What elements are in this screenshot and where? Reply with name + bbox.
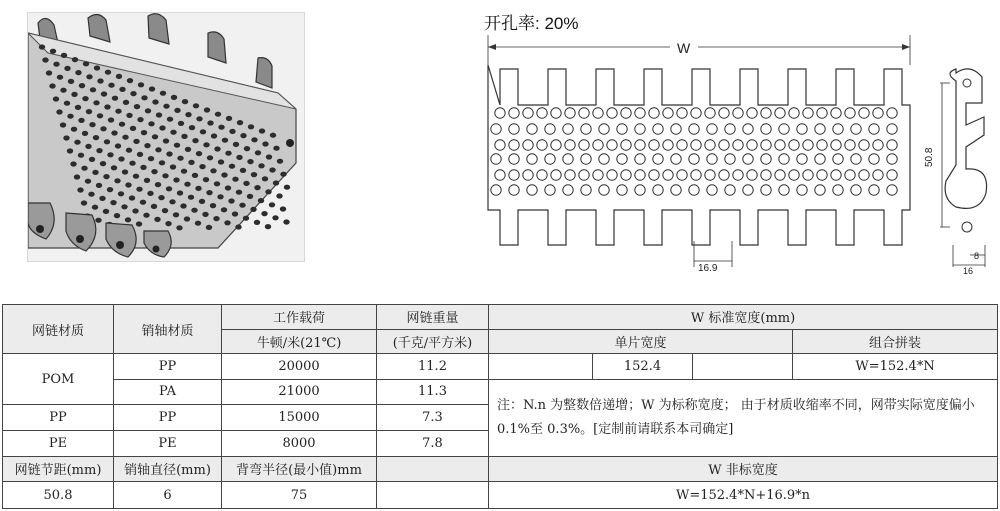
belt-hole — [118, 191, 124, 196]
belt-hole — [144, 178, 150, 183]
belt-hole — [108, 117, 114, 122]
belt-hole — [170, 130, 176, 135]
belt-hole — [254, 185, 260, 190]
belt-hole — [148, 156, 154, 161]
cell-material: PP — [3, 405, 114, 431]
belt-hole — [215, 112, 221, 117]
belt-hole — [181, 134, 187, 139]
belt-hole — [107, 152, 113, 157]
belt-hole — [261, 211, 267, 216]
belt-hole — [127, 78, 133, 83]
belt-hole — [192, 173, 198, 178]
belt-hole — [258, 198, 264, 203]
belt-hole — [170, 164, 176, 169]
belt-hole — [192, 138, 198, 143]
belt-hole — [254, 220, 260, 225]
header-pitch: 网链节距(mm) — [3, 456, 114, 482]
belt-hole — [210, 203, 216, 208]
belt-hole — [141, 130, 147, 135]
belt-hole — [108, 83, 114, 88]
side-dimension-b: 16 — [963, 266, 974, 275]
belt-hole — [111, 130, 117, 135]
belt-hole — [218, 159, 224, 164]
belt-hole — [122, 135, 128, 140]
belt-hole — [82, 131, 88, 136]
belt-hole — [265, 189, 271, 194]
belt-hole — [277, 159, 283, 164]
pitch-dimension: 50.8 — [924, 147, 935, 167]
belt-hole — [239, 203, 245, 208]
belt-hole — [199, 164, 205, 169]
belt-hole — [49, 83, 55, 88]
belt-hole — [82, 96, 88, 101]
belt-hole — [243, 181, 249, 186]
belt-hole — [266, 154, 272, 159]
belt-hole — [229, 129, 235, 134]
belt-hole — [85, 144, 91, 149]
belt-hole — [236, 155, 242, 160]
belt-hole — [273, 180, 279, 185]
belt-hole — [53, 62, 59, 67]
belt-hole — [136, 221, 142, 226]
belt-hole — [68, 79, 74, 84]
belt-hole — [259, 128, 265, 133]
cell-pin-diameter: 6 — [114, 482, 222, 509]
belt-hole — [57, 75, 63, 80]
belt-hole — [81, 200, 87, 205]
belt-hole — [243, 216, 249, 221]
belt-hole — [269, 167, 275, 172]
belt-hole — [226, 116, 232, 121]
belt-hole — [152, 99, 158, 104]
belt-hole — [177, 156, 183, 161]
belt-hole — [64, 101, 70, 106]
belt-hole — [237, 120, 243, 125]
belt-hole — [214, 146, 220, 151]
belt-hole — [177, 190, 183, 195]
belt-hole — [207, 155, 213, 160]
belt-hole — [221, 207, 227, 212]
belt-hole — [123, 100, 129, 105]
belt-hole — [151, 169, 157, 174]
cell-nonstandard-formula: W=152.4*N+16.9*n — [489, 482, 998, 509]
cell-load: 8000 — [222, 430, 377, 456]
belt-hole — [269, 202, 275, 207]
belt-hole — [141, 95, 147, 100]
belt-hole — [229, 164, 235, 169]
belt-hole — [125, 182, 131, 187]
belt-hole — [159, 160, 165, 165]
header-load: 工作载荷 — [222, 305, 377, 330]
belt-hole — [174, 108, 180, 113]
belt-hole — [171, 95, 177, 100]
belt-hole — [103, 209, 109, 214]
belt-hole — [136, 187, 142, 192]
belt-hole — [210, 168, 216, 173]
header-standard-width: W 标准宽度(mm) — [489, 305, 998, 330]
belt-hole — [100, 161, 106, 166]
belt-hole — [115, 143, 121, 148]
header-pin-material: 销轴材质 — [114, 305, 222, 354]
belt-hole — [81, 166, 87, 171]
belt-hole — [77, 187, 83, 192]
cell-weight: 7.3 — [377, 405, 489, 431]
belt-hole — [233, 142, 239, 147]
belt-hole — [129, 161, 135, 166]
belt-hole — [116, 74, 122, 79]
belt-hole — [129, 195, 135, 200]
belt-hole — [110, 200, 116, 205]
belt-hole — [162, 173, 168, 178]
belt-hole — [104, 139, 110, 144]
belt-hole — [196, 151, 202, 156]
belt-hole — [114, 178, 120, 183]
belt-hole — [67, 148, 73, 153]
belt-hole — [100, 126, 106, 131]
belt-hole — [162, 208, 168, 213]
belt-hole — [200, 129, 206, 134]
belt-hole — [140, 200, 146, 205]
belt-hole — [86, 109, 92, 114]
belt-hole — [154, 217, 160, 222]
belt-hole — [63, 135, 69, 140]
belt-hole — [97, 113, 103, 118]
belt-hole — [173, 212, 179, 217]
cell-pin: PA — [114, 379, 222, 405]
belt-hole — [165, 221, 171, 226]
belt-hole — [206, 225, 212, 230]
belt-hole — [60, 122, 66, 127]
belt-hole — [75, 70, 81, 75]
cell-load: 15000 — [222, 405, 377, 431]
belt-hole — [53, 96, 59, 101]
belt-hole — [126, 148, 132, 153]
belt-hole — [107, 187, 113, 192]
cell-load: 21000 — [222, 379, 377, 405]
belt-hole — [151, 204, 157, 209]
belt-hole — [262, 141, 268, 146]
belt-hole — [122, 169, 128, 174]
header-material: 网链材质 — [3, 305, 114, 354]
belt-hole — [101, 91, 107, 96]
belt-hole — [112, 96, 118, 101]
belt-hole — [236, 190, 242, 195]
belt-hole — [251, 172, 257, 177]
header-bend-radius: 背弯半径(最小值)mm — [222, 456, 377, 482]
belt-hole — [195, 186, 201, 191]
belt-hole — [46, 70, 52, 75]
belt-hole — [90, 87, 96, 92]
belt-hole — [79, 83, 85, 88]
belt-hole — [222, 138, 228, 143]
belt-hole — [247, 159, 253, 164]
belt-hole — [148, 121, 154, 126]
belt-hole — [262, 176, 268, 181]
belt-hole — [276, 193, 282, 198]
belt-hole — [204, 107, 210, 112]
cell-weight: 11.3 — [377, 379, 489, 405]
belt-hole — [270, 133, 276, 138]
belt-hole — [184, 182, 190, 187]
belt-hole — [152, 134, 158, 139]
cell-pin: PE — [114, 430, 222, 456]
belt-hole — [95, 218, 101, 223]
belt-hole — [56, 109, 62, 114]
belt-hole — [74, 174, 80, 179]
belt-hole — [104, 104, 110, 109]
belt-hole — [232, 211, 238, 216]
width-note: 注：N.n 为整数倍递增；W 为标称宽度； 由于材质收缩率不同，网带实际宽度偏小 0.1%至 0.3%。[定制前请联系本司确定] — [489, 379, 998, 456]
cell-weight: 11.2 — [377, 354, 489, 380]
belt-hole — [191, 208, 197, 213]
cell-load: 20000 — [222, 354, 377, 380]
cell-pin: PP — [114, 354, 222, 380]
belt-hole — [130, 91, 136, 96]
belt-hole — [250, 207, 256, 212]
belt-hole — [75, 105, 81, 110]
open-area-label: 开孔率: 20% — [484, 14, 579, 33]
belt-hole — [283, 219, 289, 224]
cell-material: PE — [3, 430, 114, 456]
belt-hole — [144, 143, 150, 148]
belt-hole — [273, 146, 279, 151]
belt-hole — [96, 148, 102, 153]
belt-hole — [182, 99, 188, 104]
belt-hole — [158, 195, 164, 200]
belt-hole — [155, 147, 161, 152]
belt-hole — [39, 44, 45, 49]
belt-hole — [111, 165, 117, 170]
cell-empty — [377, 456, 489, 482]
header-nonstandard-width: W 非标宽度 — [489, 456, 998, 482]
belt-hole — [188, 160, 194, 165]
belt-hole — [130, 126, 136, 131]
header-weight-unit: (千克/平方米) — [377, 329, 489, 354]
belt-hole — [247, 194, 253, 199]
belt-hole — [92, 170, 98, 175]
cell-bend-radius: 75 — [222, 482, 377, 509]
belt-hole — [202, 212, 208, 217]
belt-hole — [181, 169, 187, 174]
product-photo — [27, 12, 305, 262]
belt-hole — [185, 112, 191, 117]
belt-hole — [94, 65, 100, 70]
belt-hole — [173, 177, 179, 182]
belt-hole — [72, 57, 78, 62]
belt-hole — [85, 179, 91, 184]
belt-hole — [125, 217, 131, 222]
belt-hole — [155, 182, 161, 187]
belt-hole — [156, 112, 162, 117]
header-load-unit: 牛顿/米(21℃) — [222, 329, 377, 354]
belt-hole — [118, 156, 124, 161]
belt-hole — [189, 125, 195, 130]
belt-hole — [214, 181, 220, 186]
belt-hole — [121, 204, 127, 209]
belt-hole — [71, 127, 77, 132]
belt-hole — [70, 161, 76, 166]
belt-hole — [119, 122, 125, 127]
belt-hole — [265, 224, 271, 229]
belt-hole — [105, 70, 111, 75]
belt-hole — [126, 113, 132, 118]
belt-hole — [89, 157, 95, 162]
header-single-width: 单片宽度 — [489, 329, 793, 354]
belt-hole — [88, 192, 94, 197]
belt-hole — [96, 183, 102, 188]
belt-hole — [133, 174, 139, 179]
belt-hole — [196, 116, 202, 121]
belt-hole — [193, 103, 199, 108]
belt-hole — [272, 215, 278, 220]
belt-hole — [163, 138, 169, 143]
belt-hole — [74, 140, 80, 145]
belt-hole — [50, 49, 56, 54]
belt-hole — [114, 213, 120, 218]
gap-dimension: 16.9 — [698, 263, 718, 274]
belt-hole — [92, 205, 98, 210]
belt-hole — [280, 172, 286, 177]
belt-hole — [167, 117, 173, 122]
belt-hole — [203, 142, 209, 147]
belt-hole — [225, 151, 231, 156]
belt-hole — [78, 153, 84, 158]
belt-hole — [147, 191, 153, 196]
belt-hole — [140, 165, 146, 170]
belt-hole — [60, 88, 66, 93]
belt-hole — [137, 152, 143, 157]
belt-hole — [232, 177, 238, 182]
belt-hole — [166, 186, 172, 191]
belt-hole — [145, 108, 151, 113]
belt-hole — [221, 172, 227, 177]
belt-hole — [240, 168, 246, 173]
belt-hole — [143, 213, 149, 218]
width-dimension-label: W — [677, 40, 691, 56]
belt-hole — [166, 151, 172, 156]
header-pin-diameter: 销轴直径(mm) — [114, 456, 222, 482]
cell-empty — [377, 482, 489, 509]
belt-hole — [207, 120, 213, 125]
belt-hole — [78, 118, 84, 123]
belt-hole — [280, 206, 286, 211]
cell-single-width: 152.4 — [593, 354, 693, 380]
cell-empty — [693, 354, 793, 380]
belt-hole — [132, 208, 138, 213]
belt-hole — [86, 74, 92, 79]
belt-hole — [188, 195, 194, 200]
belt-hole — [224, 220, 230, 225]
belt-hole — [176, 225, 182, 230]
belt-hole — [251, 137, 257, 142]
belt-hole — [133, 139, 139, 144]
side-dimension-a: 8 — [974, 251, 980, 261]
belt-hole — [218, 125, 224, 130]
belt-hole — [160, 91, 166, 96]
belt-hole — [184, 216, 190, 221]
belt-hole — [93, 100, 99, 105]
belt-hole — [178, 121, 184, 126]
belt-hole — [97, 78, 103, 83]
belt-hole — [284, 185, 290, 190]
belt-hole — [174, 143, 180, 148]
belt-hole — [67, 114, 73, 119]
belt-hole — [225, 185, 231, 190]
belt-hole — [195, 221, 201, 226]
header-combo: 组合拼装 — [793, 329, 998, 354]
spec-table — [2, 304, 998, 509]
cell-empty — [489, 354, 593, 380]
belt-hole — [199, 199, 205, 204]
belt-hole — [103, 174, 109, 179]
belt-hole — [244, 146, 250, 151]
belt-hole — [93, 135, 99, 140]
belt-hole — [255, 150, 261, 155]
belt-hole — [211, 133, 217, 138]
belt-hole — [89, 122, 95, 127]
belt-hole — [248, 124, 254, 129]
belt-hole — [134, 104, 140, 109]
belt-hole — [203, 177, 209, 182]
belt-hole — [99, 196, 105, 201]
belt-hole — [137, 117, 143, 122]
cell-pin: PP — [114, 405, 222, 431]
cell-weight: 7.8 — [377, 430, 489, 456]
belt-hole — [235, 224, 241, 229]
technical-drawing — [470, 5, 1000, 275]
belt-hole — [115, 109, 121, 114]
belt-hole — [71, 92, 77, 97]
belt-3d-illustration — [28, 13, 304, 261]
belt-hole — [61, 53, 67, 58]
belt-hole — [42, 57, 48, 62]
cell-pitch: 50.8 — [3, 482, 114, 509]
belt-hole — [83, 61, 89, 66]
belt-hole — [119, 87, 125, 92]
belt-hole — [169, 199, 175, 204]
belt-hole — [185, 147, 191, 152]
belt-hole — [138, 82, 144, 87]
belt-hole — [213, 216, 219, 221]
belt-hole — [180, 203, 186, 208]
belt-hole — [159, 125, 165, 130]
belt-hole — [228, 198, 234, 203]
cell-material: POM — [3, 354, 114, 405]
belt-hole — [206, 190, 212, 195]
belt-hole — [240, 133, 246, 138]
belt-hole — [163, 104, 169, 109]
belt-hole — [217, 194, 223, 199]
cell-combo-formula: W=152.4*N — [793, 354, 998, 380]
header-weight: 网链重量 — [377, 305, 489, 330]
belt-hole — [64, 66, 70, 71]
belt-hole — [149, 86, 155, 91]
belt-hole — [258, 163, 264, 168]
